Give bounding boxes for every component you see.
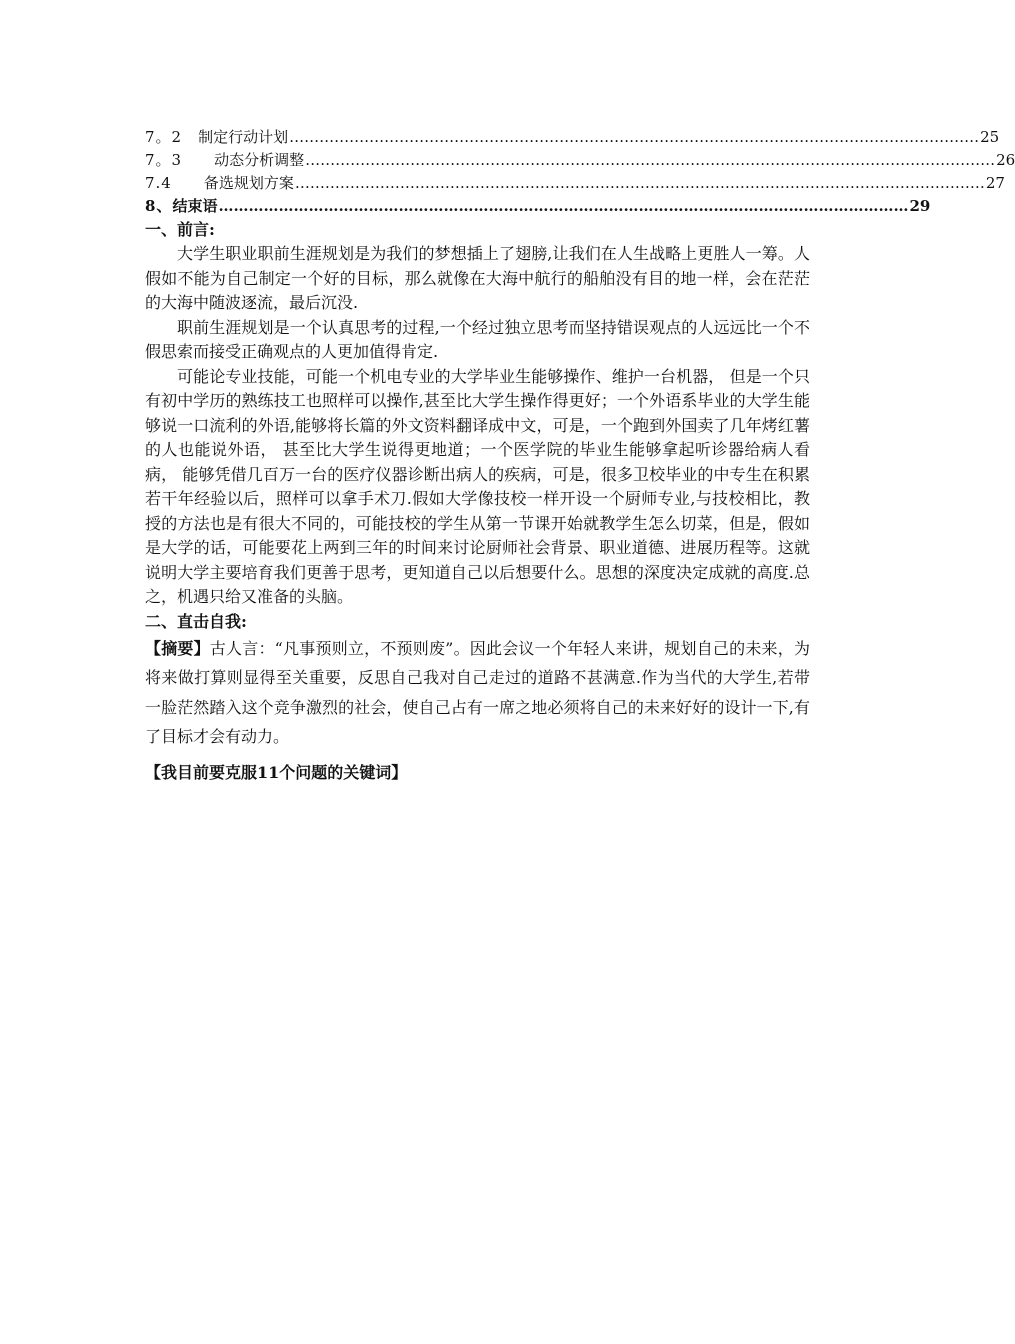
- abstract-text: 古人言：“凡事预则立，不预则废”。因此会议一个年轻人来讲，规划自己的未来，为将来做打算则显得至关重要，反思自己我对自己走过的道路不甚满意.作为当代的大学生,若带一脸茫然踏入这个竞争激烈的社会，使自己占有一席之地必须将自己的未来好好的设计一下,有了目标才会有动力。: [145, 638, 810, 746]
- toc-leader-dots: …………………………………………………………………………………………………………………………: [305, 151, 996, 169]
- body-paragraph: 可能论专业技能，可能一个机电专业的大学毕业生能够操作、维护一台机器， 但是一个只有初中学历的熟练技工也照样可以操作,甚至比大学生操作得更好；一个外语系毕业的大学生能够说一口流利的外语,能够将长篇的外文资料翻译成中文，可是，一个跑到外国卖了几年烤红薯的人也能说外语， 甚至比大学生说得更地道；一个医学院的毕业生能够拿起听诊器给病人看病， 能够凭借几百万一台的医疗仪器诊断出病人的疾病，可是，很多卫校毕业的中专生在积累若干年经验以后，照样可以拿手术刀.假如大学像技校一样开设一个厨师专业,与技校相比，教授的方法也是有很大不同的，可能技校的学生从第一节课开始就教学生怎么切菜，但是，假如是大学的话，可能要花上两到三年的时间来讨论厨师社会背景、职业道德、进展历程等。这就说明大学主要培育我们更善于思考，更知道自己以后想要什么。思想的深度决定成就的高度.总之，机遇只给又准备的头脑。: [145, 366, 810, 606]
- abstract-tag: 【摘要】: [145, 638, 210, 658]
- toc-entry-page: 29: [909, 197, 931, 215]
- toc-entry-gap: [172, 172, 204, 195]
- toc-entry-gap: [182, 149, 214, 172]
- body-paragraph: 职前生涯规划是一个认真思考的过程,一个经过独立思考而坚持错误观点的人远远比一个不假思索而接受正确观点的人更加值得肯定.: [145, 317, 810, 361]
- section-heading-preface: 一、前言:: [145, 220, 215, 239]
- keywords-heading: 【我目前要克服11个问题的关键词】: [145, 762, 408, 782]
- toc-leader-dots: …………………………………………………………………………………………………………………………: [294, 174, 985, 192]
- toc-entry-number: 7。2: [145, 128, 183, 146]
- toc-entry-title: 备选规划方案: [203, 174, 294, 192]
- toc-entry-page: 27: [985, 174, 1005, 192]
- toc-leader-dots: …………………………………………………………………………………………………………………………: [289, 128, 980, 146]
- toc-entry-number: 8、: [145, 197, 173, 215]
- section-heading-self: 二、直击自我:: [145, 611, 247, 631]
- toc-entry-page: 26: [996, 151, 1015, 169]
- toc-entry[interactable]: [145, 126, 1000, 149]
- abstract-paragraph: [145, 634, 810, 752]
- toc-entry[interactable]: [145, 149, 1015, 172]
- toc-entry-page: 25: [980, 128, 1000, 146]
- toc-leader-dots: …………………………………………………………………………………………………………………………: [218, 197, 909, 215]
- toc-entry-title: 动态分析调整: [214, 151, 305, 169]
- toc-entry-title: 结束语: [172, 197, 218, 215]
- toc-entry-number: 7。3: [145, 151, 183, 169]
- toc-entry[interactable]: [145, 172, 1005, 195]
- table-of-contents: [145, 126, 1015, 218]
- toc-entry-gap: [182, 126, 198, 149]
- toc-entry-number: 7.4: [145, 174, 172, 192]
- toc-entry-title: 制定行动计划: [198, 128, 289, 146]
- body-paragraph: 大学生职业职前生涯规划是为我们的梦想插上了翅膀,让我们在人生战略上更胜人一筹。人假如不能为自己制定一个好的目标，那么就像在大海中航行的船舶没有目的地一样，会在茫茫的大海中随波逐流，最后沉没.: [145, 244, 810, 312]
- document-content: [145, 126, 1015, 788]
- toc-entry[interactable]: [145, 195, 931, 218]
